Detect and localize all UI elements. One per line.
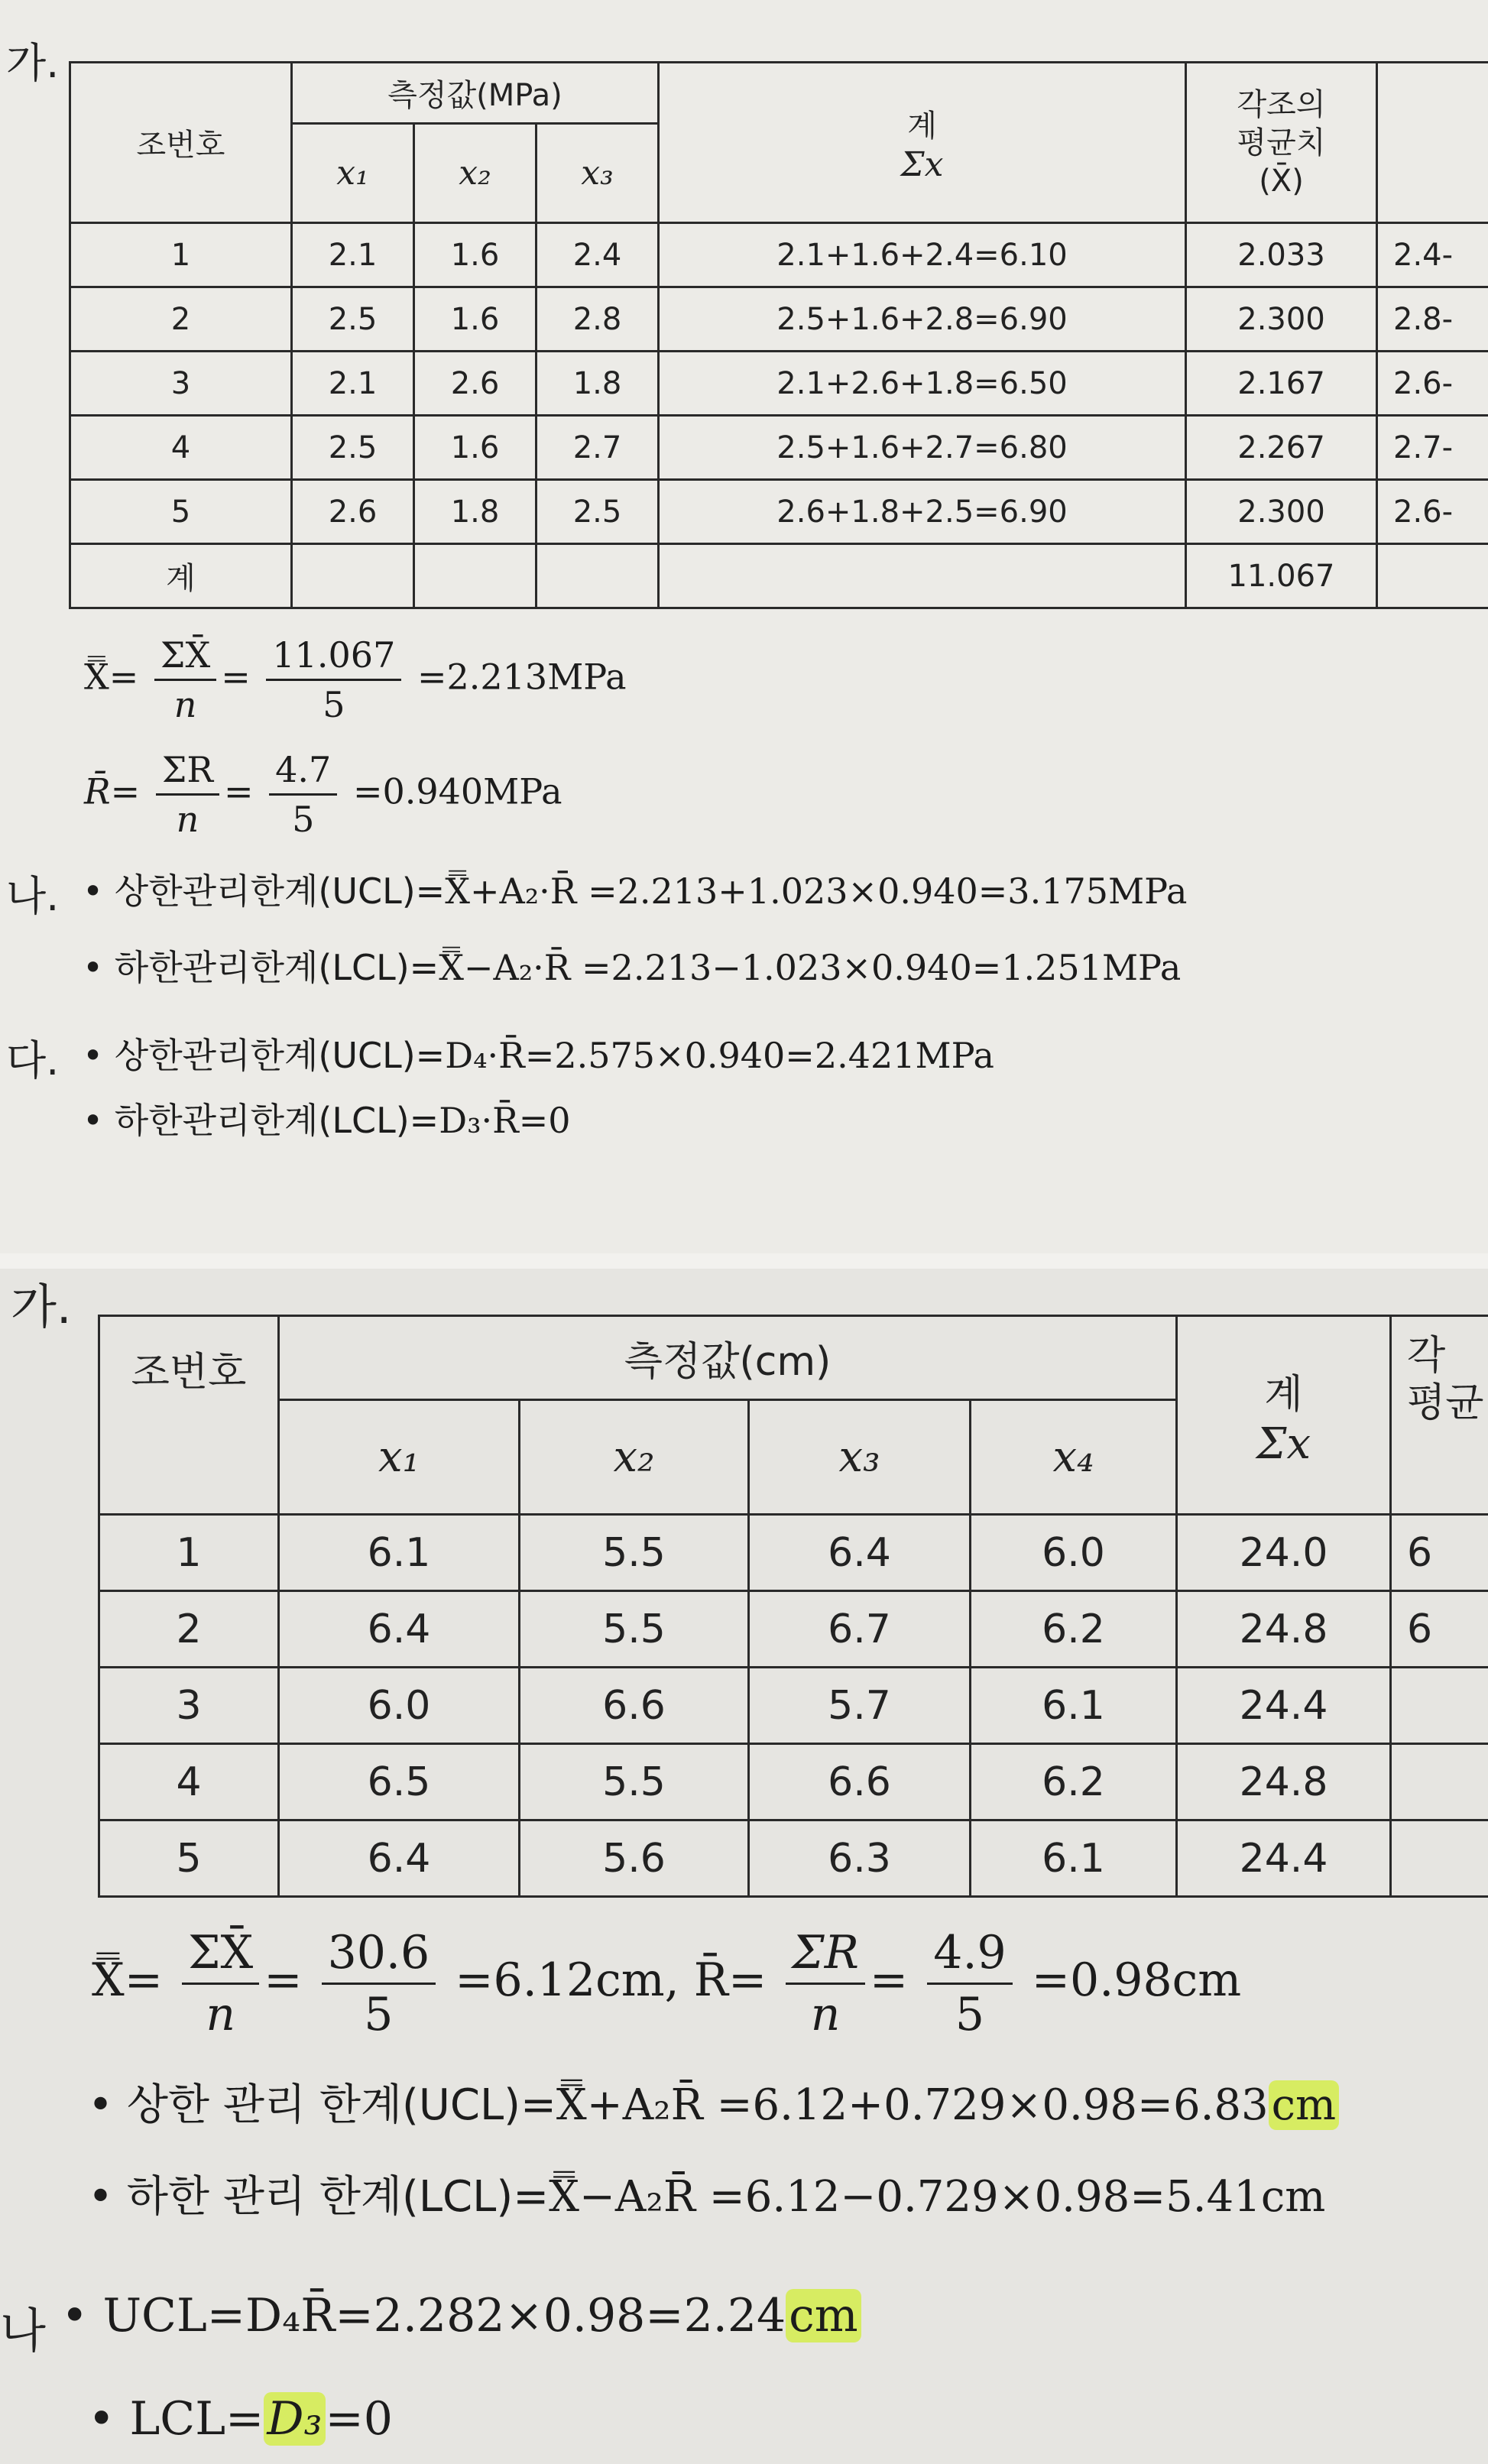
cell-x3: 6.3 — [749, 1820, 971, 1897]
header-avg-line2: 평균치 — [1237, 125, 1326, 160]
cell-x4: 6.1 — [971, 1668, 1177, 1744]
header-avg-line1-2: 각 — [1407, 1333, 1446, 1379]
header-x2: x₂ — [459, 154, 491, 193]
table-row — [99, 1591, 1488, 1668]
cell-sum: 2.6+1.8+2.5=6.90 — [659, 480, 1186, 544]
cell-x4: 6.0 — [971, 1515, 1177, 1591]
cell-x1: 2.6 — [292, 480, 414, 544]
row-no: 5 — [70, 480, 292, 544]
cell-x2: 5.5 — [520, 1744, 749, 1820]
total-label: 계 — [70, 544, 292, 608]
table-row — [99, 1744, 1488, 1820]
cell-sum: 2.1+2.6+1.8=6.50 — [659, 352, 1186, 416]
table-row — [70, 352, 1488, 416]
cell-x2: 2.6 — [414, 352, 537, 416]
measurement-table-2 — [98, 1315, 1488, 1898]
cell-x3: 6.6 — [749, 1744, 971, 1820]
cell-x3: 6.7 — [749, 1591, 971, 1668]
header-avg-line3: (X̄) — [1259, 163, 1304, 199]
header-sum-ko-2: 계 — [1264, 1371, 1303, 1418]
header-x3-2: x₃ — [838, 1432, 880, 1482]
table-total-row — [70, 544, 1488, 608]
table-row — [70, 287, 1488, 352]
cell-x2: 1.6 — [414, 223, 537, 287]
cell-avg: 2.267 — [1186, 416, 1377, 480]
lcl-line-1: • 하한관리한계(LCL)=X̿−A₂·R̄ =2.213−1.023×0.940=1.251MPa — [83, 947, 1182, 988]
lcl-line-2: • 하한관리한계(LCL)=D₃·R̄=0 — [83, 1100, 571, 1141]
header-x4-2: x₄ — [1052, 1432, 1094, 1482]
rbar-formula-1: R̄= $\frac{\Sigma R}{n}$ = $\frac{4.7}{5}$ =0.940MPa — [84, 749, 562, 840]
row-no: 4 — [70, 416, 292, 480]
cell-avg: 2.300 — [1186, 480, 1377, 544]
cell-sum: 2.1+1.6+2.4=6.10 — [659, 223, 1186, 287]
cell-extra — [1391, 1744, 1488, 1820]
cell-extra — [1391, 1820, 1488, 1897]
cell-x3: 1.8 — [537, 352, 659, 416]
cell-x1: 2.5 — [292, 416, 414, 480]
total-avg: 11.067 — [1186, 544, 1377, 608]
cell-x1: 6.5 — [279, 1744, 520, 1820]
table-row — [99, 1515, 1488, 1591]
row-no: 2 — [70, 287, 292, 352]
ucl-line-2: • 상한관리한계(UCL)=D₄·R̄=2.575×0.940=2.421MPa — [83, 1035, 994, 1076]
cell-x3: 2.5 — [537, 480, 659, 544]
ucl-line-1: • 상한관리한계(UCL)=X̿+A₂·R̄ =2.213+1.023×0.940=3.175MPa — [83, 871, 1188, 912]
header-sum — [659, 63, 1186, 223]
cell-extra: 6 — [1391, 1591, 1488, 1668]
table-row — [70, 480, 1488, 544]
cell-sum: 24.8 — [1177, 1744, 1391, 1820]
cell-x2: 5.5 — [520, 1591, 749, 1668]
cell-x3: 2.8 — [537, 287, 659, 352]
row-no: 2 — [99, 1591, 279, 1668]
row-no: 4 — [99, 1744, 279, 1820]
cell-x4: 6.2 — [971, 1591, 1177, 1668]
table-row — [70, 416, 1488, 480]
table-row — [70, 223, 1488, 287]
table-row — [99, 1820, 1488, 1897]
highlight-mark: cm — [786, 2289, 861, 2342]
cell-sum: 24.4 — [1177, 1668, 1391, 1744]
header-sum-2 — [1177, 1316, 1391, 1515]
header-average — [1186, 63, 1377, 223]
cell-x1: 2.1 — [292, 352, 414, 416]
cell-extra: 2.6- — [1377, 352, 1488, 416]
ucl-line-2b: • 상한 관리 한계(UCL)=X̿+A₂R̄ =6.12+0.729×0.98=6.83cm — [88, 2071, 1339, 2132]
lcl-line-2b: • 하한 관리 한계(LCL)=X̿−A₂R̄ =6.12−0.729×0.98=5.41cm — [88, 2172, 1326, 2222]
cell-avg: 2.167 — [1186, 352, 1377, 416]
cell-extra: 2.6- — [1377, 480, 1488, 544]
cell-sum: 24.4 — [1177, 1820, 1391, 1897]
cell-x3: 2.4 — [537, 223, 659, 287]
header-measured: 측정값(MPa) — [292, 63, 659, 124]
cell-sum: 24.0 — [1177, 1515, 1391, 1591]
header-group-no-2: 조번호 — [99, 1316, 279, 1515]
cell-x1: 6.4 — [279, 1591, 520, 1668]
header-x1: x₁ — [336, 154, 369, 193]
section-ga-label-2: 가. — [11, 1279, 72, 1334]
cell-x1: 6.4 — [279, 1820, 520, 1897]
header-sum-sym: Σx — [900, 144, 944, 184]
xbar-rbar-formula-2: X̿= $\frac{\Sigma X̄}{n}$ = $\frac{30.6}{5}$ =6.12cm, R̄= $\frac{\Sigma R}{n}$ = $\frac{4.9}{5}$ =0.98cm — [92, 1926, 1242, 2041]
cell-x1: 2.5 — [292, 287, 414, 352]
header-x1-2: x₁ — [378, 1432, 420, 1482]
cell-x2: 1.6 — [414, 287, 537, 352]
section-na-label-2: 나 — [0, 2303, 46, 2359]
cell-extra: 2.4- — [1377, 223, 1488, 287]
cell-avg: 2.033 — [1186, 223, 1377, 287]
cell-x2: 6.6 — [520, 1668, 749, 1744]
highlight-mark: D₃ — [264, 2392, 325, 2446]
header-sum-sym-2: Σx — [1256, 1418, 1311, 1469]
xbar-formula-1: X̿= $\frac{\Sigma X̄}{n}$ = $\frac{11.067}{5}$ =2.213MPa — [84, 634, 627, 725]
cell-extra: 2.7- — [1377, 416, 1488, 480]
measurement-table-1 — [69, 61, 1488, 609]
cell-x4: 6.2 — [971, 1744, 1177, 1820]
header-sum-ko: 계 — [907, 108, 937, 144]
row-no: 3 — [70, 352, 292, 416]
section-da-label: 다. — [6, 1036, 60, 1084]
cell-sum: 2.5+1.6+2.8=6.90 — [659, 287, 1186, 352]
lcl-line-3: • LCL=D₃=0 — [88, 2392, 393, 2446]
cell-x3: 2.7 — [537, 416, 659, 480]
cell-x3: 6.4 — [749, 1515, 971, 1591]
cell-x2: 1.8 — [414, 480, 537, 544]
cell-x2: 5.5 — [520, 1515, 749, 1591]
cell-x1: 6.1 — [279, 1515, 520, 1591]
cell-x4: 6.1 — [971, 1820, 1177, 1897]
section-na-label: 나. — [6, 872, 60, 920]
highlight-mark: cm — [1269, 2080, 1339, 2130]
header-x3: x₃ — [581, 154, 614, 193]
cell-x3: 5.7 — [749, 1668, 971, 1744]
cell-extra: 2.8- — [1377, 287, 1488, 352]
cell-sum: 24.8 — [1177, 1591, 1391, 1668]
cell-avg: 2.300 — [1186, 287, 1377, 352]
cell-x2: 5.6 — [520, 1820, 749, 1897]
header-avg-line2-2: 평균 — [1407, 1380, 1484, 1427]
cell-x2: 1.6 — [414, 416, 537, 480]
header-x2-2: x₂ — [613, 1432, 655, 1482]
cell-sum: 2.5+1.6+2.7=6.80 — [659, 416, 1186, 480]
cell-extra: 6 — [1391, 1515, 1488, 1591]
table-row — [99, 1668, 1488, 1744]
row-no: 3 — [99, 1668, 279, 1744]
section-ga-label: 가. — [6, 39, 60, 87]
cell-extra — [1391, 1668, 1488, 1744]
cell-x1: 6.0 — [279, 1668, 520, 1744]
ucl-line-3: • UCL=D₄R̄=2.282×0.98=2.24cm — [61, 2289, 861, 2342]
header-avg-2 — [1391, 1316, 1488, 1515]
header-measured-2: 측정값(cm) — [279, 1316, 1177, 1400]
row-no: 5 — [99, 1820, 279, 1897]
header-group-no: 조번호 — [70, 63, 292, 223]
row-no: 1 — [70, 223, 292, 287]
row-no: 1 — [99, 1515, 279, 1591]
cell-x1: 2.1 — [292, 223, 414, 287]
header-avg-line1: 각조의 — [1237, 86, 1326, 122]
header-cut-column — [1377, 63, 1488, 223]
